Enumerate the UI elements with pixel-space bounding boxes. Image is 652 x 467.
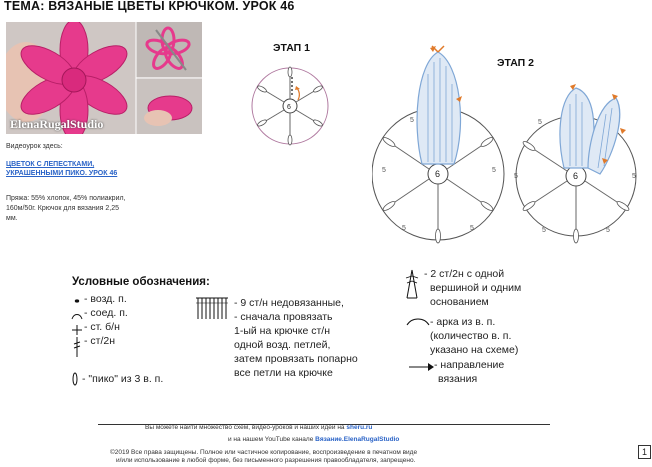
stage1-diagram xyxy=(244,58,336,150)
stage1-center-number: 6 xyxy=(287,104,291,111)
stage1-label: ЭТАП 1 xyxy=(273,42,310,54)
footer-line2-text: и на нашем YouTube канале xyxy=(228,436,314,443)
stage2a-center-number: 6 xyxy=(435,169,441,179)
footer-line1-text: Вы можете найти множество схем, видео-уроков и наших идей на xyxy=(145,424,345,431)
footer-copyright-line2: и/или использование в любой форме, без письменного разрешения правообладателя, запрещено. xyxy=(116,457,416,464)
page-number: 1 xyxy=(638,445,651,459)
legend-arch-line3: указано на схеме) xyxy=(430,344,519,356)
legend-direction-line1: - направление xyxy=(434,359,505,371)
legend-title: Условные обозначения: xyxy=(72,276,210,288)
photo-watermark: ElenaRugalStudio xyxy=(10,117,104,131)
stage2a-side-number-4: 5 xyxy=(470,225,474,232)
legend-cluster9-line1: - 9 ст/н недовязанные, xyxy=(234,297,344,309)
footer-channel-link[interactable]: Вязание.ElenaRugalStudio xyxy=(315,436,400,443)
two-treble-cluster-icon xyxy=(404,268,420,302)
yarn-line1: Пряжа: 55% хлопок, 45% полиакрил, xyxy=(6,195,126,202)
legend-dc2-line2: вершиной и одним xyxy=(430,282,522,294)
yarn-line3: мм. xyxy=(6,215,18,222)
stage2b-side-number-2: 5 xyxy=(542,227,546,234)
legend-sl: - соед. п. xyxy=(84,307,128,319)
stage2-diagram-b xyxy=(508,84,648,264)
slip-stitch-icon xyxy=(70,310,84,322)
legend-sc: - ст. б/н xyxy=(84,321,120,333)
legend-dc2-line3: основанием xyxy=(430,296,489,308)
footer-line1 xyxy=(145,424,372,431)
stage2a-side-number-1: 5 xyxy=(410,117,414,124)
flower-photo xyxy=(6,22,202,134)
footer-site-link[interactable]: sheru.ru xyxy=(346,424,373,431)
stage2-label: ЭТАП 2 xyxy=(497,57,534,69)
picot-icon xyxy=(70,371,80,387)
stage2a-side-number-5: 5 xyxy=(492,167,496,174)
legend-cluster9-line3: 1-ый на крючке ст/н xyxy=(234,325,331,337)
legend-cluster9-line6: все петли на крючке xyxy=(234,367,333,379)
legend-arch-line1: - арка из в. п. xyxy=(430,316,496,328)
legend-dc: - ст/2н xyxy=(84,335,116,347)
chain-arch-icon xyxy=(406,316,430,326)
footer-line2 xyxy=(228,436,399,443)
chain-stitch-icon xyxy=(70,295,84,307)
legend-dc2-line1: - 2 ст/2н с одной xyxy=(424,268,505,280)
video-link-line1[interactable]: ЦВЕТОК С ЛЕПЕСТКАМИ, xyxy=(6,161,95,168)
stage2b-side-number-5: 5 xyxy=(538,119,542,126)
video-label: Видеоурок здесь: xyxy=(6,143,63,150)
cluster-nine-icon xyxy=(194,295,230,321)
legend-direction-line2: вязания xyxy=(438,373,478,385)
legend-picot: - "пико" из 3 в. п. xyxy=(82,373,164,385)
stage2b-center-number: 6 xyxy=(573,171,579,181)
legend-cluster9-line4: одной возд. петлей, xyxy=(234,339,331,351)
double-treble-icon xyxy=(70,336,84,358)
stage2b-side-number-1: 5 xyxy=(514,173,518,180)
stage2b-side-number-4: 5 xyxy=(632,173,636,180)
legend-cluster9-line2: - сначала провязать xyxy=(234,311,333,323)
page-title: ТЕМА: ВЯЗАНЫЕ ЦВЕТЫ КРЮЧКОМ. УРОК 46 xyxy=(4,0,295,13)
single-crochet-icon xyxy=(70,323,84,337)
footer-copyright-line1: ©2019 Все права защищены. Полное или частичное копирование, воспроизведение в печатном виде xyxy=(110,449,418,456)
legend-arch-line2: (количество в. п. xyxy=(430,330,512,342)
video-link-line2[interactable]: УКРАШЕННЫМИ ПИКО. УРОК 46 xyxy=(6,170,118,177)
stage2a-side-number-2: 5 xyxy=(382,167,386,174)
legend-cluster9-line5: затем провязать попарно xyxy=(234,353,358,365)
legend-ch: - возд. п. xyxy=(84,293,127,305)
direction-arrow-icon xyxy=(408,362,434,372)
yarn-line2: 160м/50г. Крючок для вязания 2,25 xyxy=(6,205,119,212)
stage2a-side-number-3: 5 xyxy=(402,225,406,232)
stage2b-side-number-3: 5 xyxy=(606,227,610,234)
